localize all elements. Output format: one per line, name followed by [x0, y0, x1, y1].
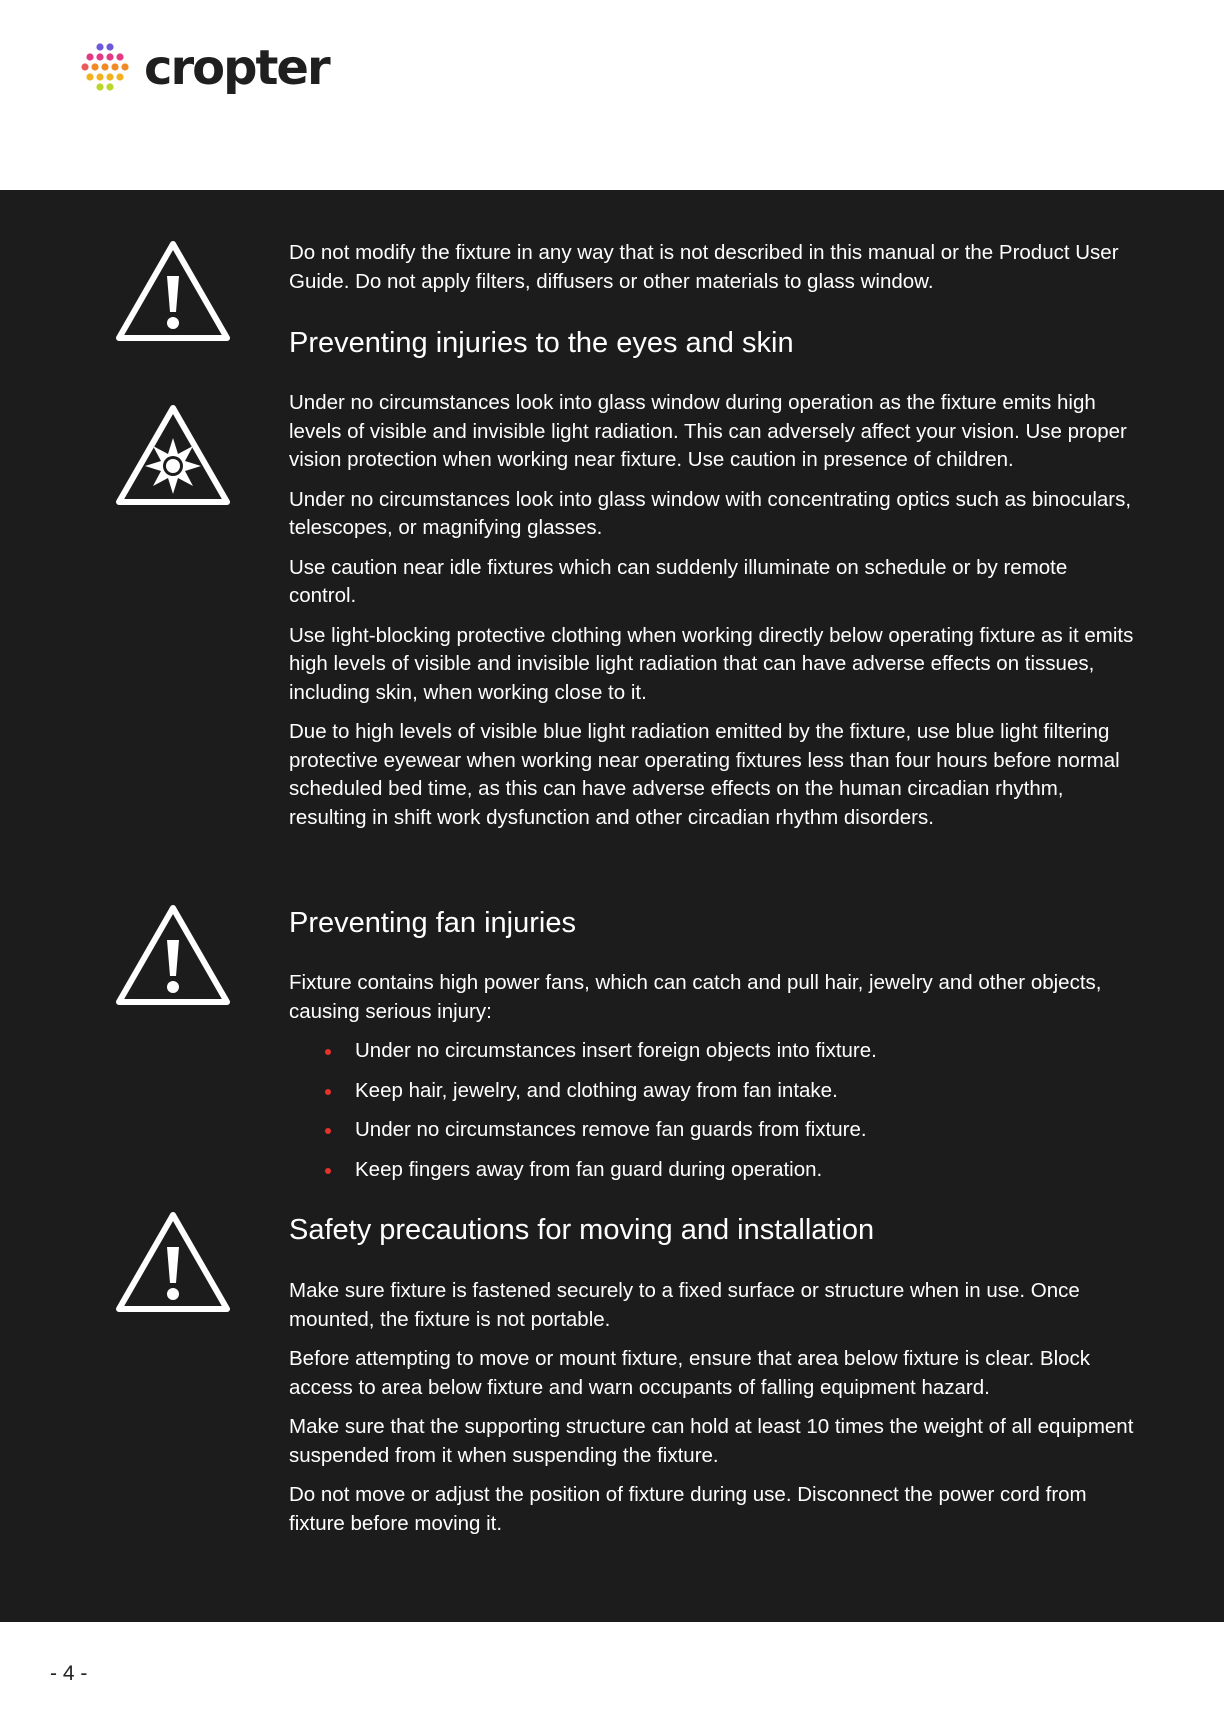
fan-section [289, 906, 1139, 940]
intro-block [289, 239, 1139, 296]
section-heading-eyes: Preventing injuries to the eyes and skin [289, 327, 794, 359]
eyes-paragraph: Under no circumstances look into glass window with concentrating optics such as binoculars, telescopes, or magnifying glasses. [289, 487, 1132, 539]
moving-paragraph: Make sure that the supporting structure can hold at least 10 times the weight of all equipment suspended from it when suspending the fixture. [289, 1415, 1134, 1467]
moving-paragraphs [289, 1277, 1139, 1538]
warning-icon [113, 1209, 233, 1317]
bullet-dot [325, 1128, 331, 1134]
bullet-dot [325, 1168, 331, 1174]
eyes-paragraph: Under no circumstances look into glass window during operation as the fixture emits high levels of visible and invisible light radiation. This can adversely affect your vision. Use proper vision protection when working near fixture. Use caution in presence of children. [289, 391, 1127, 471]
moving-paragraph: Do not move or adjust the position of fixture during use. Disconnect the power cord from fixture before moving it. [289, 1483, 1087, 1535]
page-header [0, 0, 1224, 190]
brand-logo [80, 40, 329, 102]
eyes-paragraph: Due to high levels of visible blue light radiation emitted by the fixture, use blue light filtering protective eyewear when working near operating fixtures less than four hours before normal scheduled bed time, as this can have adverse effects on the human circadian rhythm, resulting in shift work dysfunction and other circadian rhythm disorders. [289, 720, 1120, 829]
moving-section [289, 1213, 1139, 1247]
moving-paragraph: Make sure fixture is fastened securely to a fixed surface or structure when in use. Once mounted, the fixture is not portable. [289, 1279, 1080, 1331]
list-item [289, 1156, 1139, 1185]
eyes-section [289, 326, 1139, 360]
page-footer [0, 1622, 1224, 1718]
warning-icon [113, 902, 233, 1010]
list-item-text: Under no circumstances insert foreign objects into fixture. [355, 1039, 877, 1062]
page-number: - 4 - [50, 1662, 88, 1685]
section-heading-moving: Safety precautions for moving and installation [289, 1214, 875, 1246]
moving-paragraph: Before attempting to move or mount fixture, ensure that area below fixture is clear. Block access to area below fixture and warn occupants of falling equipment hazard. [289, 1347, 1091, 1399]
brand-name: cropter [144, 40, 329, 96]
intro-paragraph: Do not modify the fixture in any way that is not described in this manual or the Product User Guide. Do not apply filters, diffusers or other materials to glass window. [289, 241, 1119, 293]
logo-dots-icon [80, 40, 142, 102]
eyes-paragraph: Use caution near idle fixtures which can suddenly illuminate on schedule or by remote control. [289, 555, 1068, 607]
warning-icon [113, 238, 233, 346]
eyes-paragraphs [289, 389, 1139, 832]
light-radiation-icon [113, 402, 233, 510]
list-item-text: Under no circumstances remove fan guards from fixture. [355, 1118, 867, 1141]
list-item [289, 1116, 1139, 1145]
eyes-paragraph: Use light-blocking protective clothing when working directly below operating fixture as it emits high levels of visible and invisible light radiation that can have adverse effects on tissues, including skin, when working close to it. [289, 623, 1134, 704]
fan-body [289, 969, 1139, 1184]
list-item [289, 1077, 1139, 1106]
fan-intro: Fixture contains high power fans, which can catch and pull hair, jewelry and other objects, causing serious injury: [289, 971, 1102, 1023]
list-item-text: Keep fingers away from fan guard during operation. [355, 1157, 823, 1181]
list-item-text: Keep hair, jewelry, and clothing away from fan intake. [355, 1078, 838, 1102]
fan-bullet-list [289, 1037, 1139, 1184]
bullet-dot [325, 1049, 331, 1055]
list-item [289, 1037, 1139, 1066]
section-heading-fan: Preventing fan injuries [289, 907, 576, 939]
bullet-dot [325, 1089, 331, 1095]
safety-content [0, 190, 1224, 1622]
